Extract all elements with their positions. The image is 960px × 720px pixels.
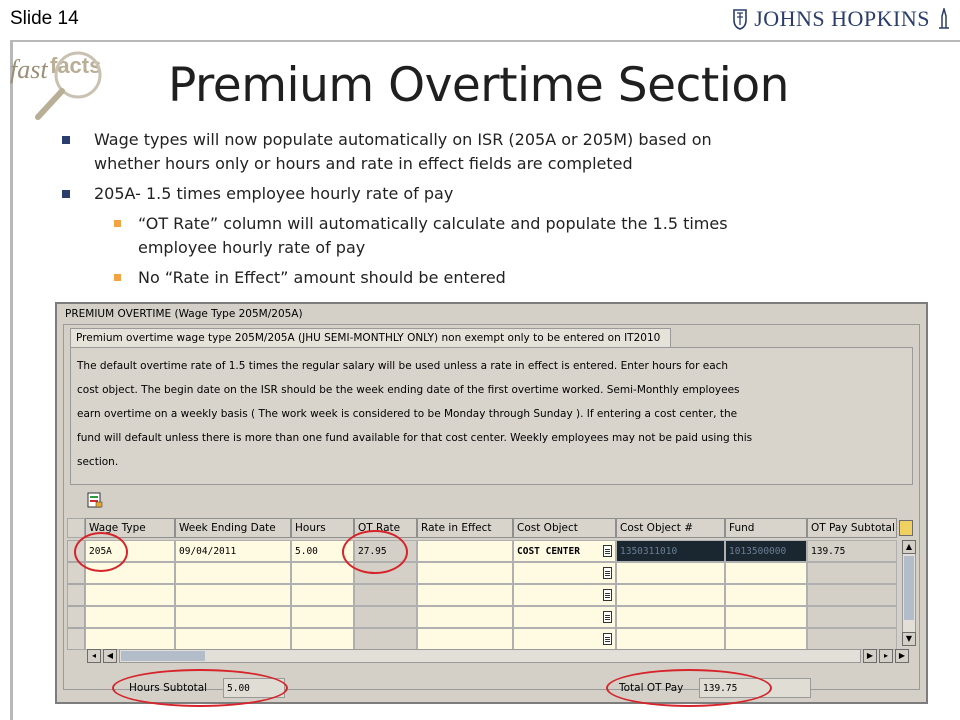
cell-fund[interactable] [725,562,807,584]
cell-rate-in-effect[interactable] [417,562,513,584]
johns-hopkins-wordmark: JOHNS HOPKINS [754,6,930,31]
cell-fund[interactable]: 1013500000 [725,540,807,562]
tower-icon [936,8,952,30]
col-header-hours[interactable]: Hours [291,518,354,538]
sub-bullet-item [62,212,842,260]
cell-cost-object-number[interactable] [616,562,725,584]
sub-bullet-marker [114,274,121,281]
left-divider [10,40,13,720]
bullet-text-line: whether hours only or hours and rate in effect fields are completed [94,154,633,173]
cell-ot-pay-subtotal: 139.75 [807,540,897,562]
cell-cost-object-number[interactable] [616,628,725,650]
info-line: earn overtime on a weekly basis ( The work week is considered to be Monday through Sunday ). If entering a cost center, the [77,408,738,420]
scroll-right-icon[interactable]: ▶ [863,649,877,663]
cell-hours[interactable]: 5.00 [291,540,354,562]
annotation-oval-hours-subtotal [112,669,288,707]
info-line: cost object. The begin date on the ISR should be the week ending date of the first overtime worked. Semi-Monthly employees [77,384,740,396]
cell-hours[interactable] [291,562,354,584]
hours-subtotal-field: 5.00 [223,678,285,698]
cell-cost-object-number[interactable]: 1350311010 [616,540,725,562]
col-header-wage-type[interactable]: Wage Type [85,518,175,538]
annotation-oval-wage-type [74,532,128,572]
cell-week-ending[interactable] [175,562,291,584]
cell-cost-object[interactable] [513,584,616,606]
slide-number: Slide 14 [10,8,79,29]
cell-ot-rate [354,606,417,628]
cell-rate-in-effect[interactable] [417,606,513,628]
col-header-cost-object[interactable]: Cost Object [513,518,616,538]
frame-label: PREMIUM OVERTIME (Wage Type 205M/205A) [65,308,303,320]
value-help-icon[interactable] [603,567,612,579]
bullet-item [62,182,842,206]
cell-ot-rate [354,628,417,650]
bullet-text-line: employee hourly rate of pay [138,238,366,257]
shield-icon [732,8,748,30]
cell-hours[interactable] [291,606,354,628]
cell-fund[interactable] [725,628,807,650]
hours-subtotal-label: Hours Subtotal [129,682,208,694]
horizontal-scrollbar-thumb[interactable] [121,651,205,661]
cell-wage-type[interactable]: 205A [85,540,175,562]
fast-facts-logo [8,45,108,125]
col-header-rate-in-effect[interactable]: Rate in Effect [417,518,513,538]
column-config-icon[interactable] [899,520,913,536]
vertical-scrollbar[interactable] [902,540,916,646]
info-line: The default overtime rate of 1.5 times the regular salary will be used unless a rate in effect is entered. Enter hours for each [77,360,729,372]
col-header-ot-pay-subtotal[interactable]: OT Pay Subtotal [807,518,897,538]
value-help-icon[interactable] [603,545,612,557]
value-help-icon[interactable] [603,611,612,623]
cell-ot-pay-subtotal [807,628,897,650]
tab-premium-overtime[interactable]: Premium overtime wage type 205M/205A (JHU SEMI-MONTHLY ONLY) non exempt only to be entered on IT2010 [70,328,671,348]
cell-cost-object[interactable] [513,562,616,584]
bullet-marker [62,136,70,144]
scroll-down-arrow-icon[interactable]: ▼ [902,632,916,646]
cell-week-ending[interactable] [175,628,291,650]
col-header-week-ending[interactable]: Week Ending Date [175,518,291,538]
cell-ot-rate [354,584,417,606]
table-settings-icon[interactable] [87,492,103,508]
cell-rate-in-effect[interactable] [417,540,513,562]
scroll-end-icon[interactable]: ▶ [895,649,909,663]
cell-week-ending[interactable]: 09/04/2011 [175,540,291,562]
col-header-cost-object-number[interactable]: Cost Object # [616,518,725,538]
vertical-scrollbar-thumb[interactable] [904,556,914,620]
col-header-fund[interactable]: Fund [725,518,807,538]
info-line: fund will default unless there is more than one fund available for that cost center. Weekly employees may not be paid using this [77,432,753,444]
scroll-left-icon[interactable]: ◀ [103,649,117,663]
cell-cost-object[interactable] [513,540,616,562]
cell-rate-in-effect[interactable] [417,584,513,606]
overtime-table [67,518,902,638]
horizontal-scrollbar[interactable] [119,649,861,663]
row-selector[interactable] [67,584,85,606]
col-header-ot-rate[interactable]: OT Rate [354,518,417,538]
info-text-box [70,347,913,485]
cell-week-ending[interactable] [175,606,291,628]
cell-fund[interactable] [725,606,807,628]
cell-cost-object-text: COST CENTER [517,546,580,557]
bullet-text-line: “OT Rate” column will automatically calculate and populate the 1.5 times [138,214,728,233]
annotation-oval-ot-rate [342,530,408,574]
scroll-last-icon[interactable]: ▸ [879,649,893,663]
cell-cost-object-number[interactable] [616,606,725,628]
cell-ot-pay-subtotal [807,562,897,584]
bullet-text-line: No “Rate in Effect” amount should be entered [138,268,506,287]
info-line: section. [77,456,119,468]
fast-facts-logo-fast: fast [10,55,48,84]
row-selector[interactable] [67,628,85,650]
cell-cost-object-number[interactable] [616,584,725,606]
bullet-text-line: Wage types will now populate automatically on ISR (205A or 205M) based on [94,130,712,149]
total-ot-pay-label: Total OT Pay [619,682,684,694]
top-divider [10,40,960,42]
johns-hopkins-logo [732,4,952,34]
cell-cost-object[interactable] [513,628,616,650]
select-all-cell[interactable] [67,518,85,538]
cell-week-ending[interactable] [175,584,291,606]
cell-wage-type[interactable] [85,628,175,650]
bullet-text-line: 205A- 1.5 times employee hourly rate of pay [94,184,454,203]
total-ot-pay-field: 139.75 [699,678,811,698]
value-help-icon[interactable] [603,589,612,601]
bullet-list [62,128,842,296]
cell-rate-in-effect[interactable] [417,628,513,650]
cell-cost-object[interactable] [513,606,616,628]
sub-bullet-item [62,266,842,290]
sub-bullet-marker [114,220,121,227]
value-help-icon[interactable] [603,633,612,645]
cell-ot-pay-subtotal [807,584,897,606]
fast-facts-logo-facts: facts [50,53,102,78]
scroll-up-arrow-icon[interactable]: ▲ [902,540,916,554]
cell-ot-pay-subtotal [807,606,897,628]
slide-title: Premium Overtime Section [168,58,789,113]
cell-hours[interactable] [291,584,354,606]
magnifier-icon [8,45,108,125]
scroll-first-icon[interactable]: ◂ [87,649,101,663]
annotation-oval-total-ot-pay [606,669,772,707]
cell-wage-type[interactable] [85,584,175,606]
cell-wage-type[interactable] [85,606,175,628]
cell-ot-rate: 27.95 [354,540,417,562]
cell-fund[interactable] [725,584,807,606]
bullet-marker [62,190,70,198]
row-selector[interactable] [67,606,85,628]
cell-hours[interactable] [291,628,354,650]
sap-premium-overtime-panel [55,302,928,704]
bullet-item [62,128,842,176]
